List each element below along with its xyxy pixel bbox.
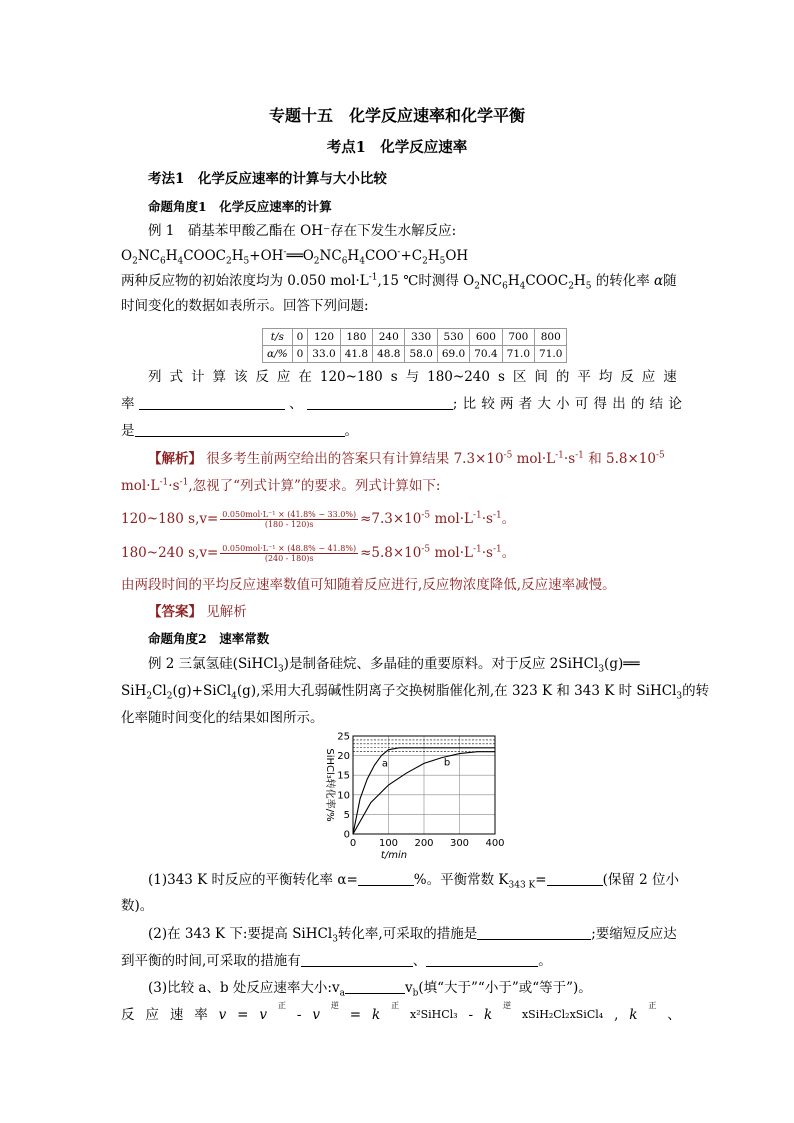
- x-tick-label: 300: [449, 838, 470, 849]
- method-heading: 考法1 化学反应速率的计算与大小比较: [148, 171, 387, 187]
- chart-y-ticks: [337, 732, 350, 841]
- x-tick-label: 200: [414, 838, 434, 849]
- table-cell: 800: [535, 329, 567, 346]
- x-tick-label: 400: [485, 838, 505, 849]
- x-tick-label: 100: [378, 838, 399, 849]
- ex1-question-line1: 列 式 计 算 该 反 应 在 120~180 s 与 180~240 s 区 间 的 平 均 反 应 速: [148, 369, 677, 385]
- page-title: 专题十五 化学反应速率和化学平衡: [268, 106, 525, 125]
- answer-blank-3[interactable]: [135, 422, 345, 437]
- answer-blank-measure-3[interactable]: [426, 952, 538, 967]
- table-cell: 33.0: [308, 346, 340, 363]
- chart-x-ticks: [350, 838, 505, 849]
- conversion-chart: [315, 730, 505, 860]
- chart-x-label: t/min: [380, 850, 408, 860]
- angle2-heading: 命题角度2 速率常数: [148, 631, 270, 646]
- answer-blank-measure[interactable]: [477, 925, 591, 940]
- ex2-line2: $SiH_2Cl_2(g)+SiCl_4(g)$,采用大孔弱碱性阴离子交换树脂催化剂,在 323 K 和 343 K 时 SiHCl$_3$的转: [121, 683, 710, 702]
- analysis-conclusion: 由两段时间的平均反应速率数值可知随着反应进行,反应物浓度降低,反应速率减慢。: [121, 577, 616, 593]
- y-tick-label: 25: [337, 731, 350, 743]
- y-tick-label: 10: [337, 790, 350, 802]
- x-tick-label: 0: [349, 838, 357, 849]
- table-cell: 41.8: [340, 346, 372, 363]
- chart-grid: [353, 736, 495, 834]
- chart-y-label: SiHCl₃转化率/%: [324, 748, 335, 822]
- table-cell: 240: [373, 329, 405, 346]
- angle1-heading: 命题角度1 化学反应速率的计算: [148, 199, 332, 214]
- analysis-line1: 【解析】 很多考生前两空给出的答案只有计算结果 $7.3\times 10^{-5}$ $mol\cdot L^{-1}\cdot s^{-1}$ 和 $5.8\times 10^{-5}$: [148, 450, 665, 467]
- table-cell: 71.0: [535, 346, 567, 363]
- ex1-conditions: 两种反应物的初始浓度均为 0.050 $mol\cdot L^{-1},15$ ℃时测得 $O_2NC_6H_4COOC_2H_5$ 的转化率 α随: [121, 272, 677, 292]
- answer-blank-1[interactable]: [139, 395, 285, 410]
- answer-blank-alpha[interactable]: [358, 871, 414, 886]
- ex1-data-table: [262, 328, 567, 363]
- table-row: [263, 329, 567, 346]
- answer-line: 【答案】 见解析: [148, 604, 247, 620]
- y-tick-label: 5: [343, 809, 350, 821]
- ex1-equation: $O_2NC_6H_4COOC_2H_5+OH^-══O_2NC_6H_4COO^-+C_2H_5OH$: [121, 247, 469, 267]
- y-tick-label: 20: [337, 751, 350, 763]
- table-cell: 70.4: [470, 346, 502, 363]
- analysis-line2: $mol\cdot L^{-1}\cdot s^{-1}$,忽视了“列式计算”的要求。列式计算如下:: [121, 477, 441, 494]
- ex2-q3-line2: 反 应 速 率 v = v 正 - v 逆 = k 正 x²SiHCl₃ - k 逆 xSiH₂Cl₂xSiCl₄ , k 正 、: [121, 1001, 681, 1023]
- answer-blank-measure-2[interactable]: [301, 952, 413, 967]
- calc-line-1: 120~180 s,v= $\frac{\text{0.050mol·L⁻¹ × (41.8\% − 33.0\%)}}{(180 - 120)s}$ $\approx 7.3\times 10^{-5}$ $mol\cdot L^{-1}\cdot s^{-1}$。: [121, 510, 516, 529]
- table-cell: 71.0: [502, 346, 534, 363]
- ex2-q2-line2: 到平衡的时间,可采取的措施有 、 。: [121, 953, 552, 969]
- ex2-q3-line1: (3)比较 a、b 处反应速率大小$:v_a$ $v_b$(填“大于”“小于”或“等于”)。: [148, 980, 592, 999]
- series-label-a: a: [381, 758, 389, 770]
- ex1-conditions-2: 时间变化的数据如表所示。回答下列问题:: [121, 298, 369, 314]
- table-cell: 58.0: [405, 346, 437, 363]
- table-cell: 530: [437, 329, 469, 346]
- y-tick-label: 0: [343, 829, 350, 841]
- table-cell: 69.0: [437, 346, 469, 363]
- table-cell: 48.8: [373, 346, 405, 363]
- table-cell: α/%: [263, 346, 293, 363]
- calc-line-2: 180~240 s,v= $\frac{\text{0.050mol·L⁻¹ × (48.8\% − 41.8\%)}}{(240 - 180)s}$ $\approx 5.8\times 10^{-5}$ $mol\cdot L^{-1}\cdot s^{-1}$。: [121, 544, 516, 563]
- table-cell: 180: [340, 329, 372, 346]
- table-cell: 0: [292, 346, 308, 363]
- ex2-q1-line2: 数)。: [121, 898, 154, 914]
- calc-fraction-1: $\frac{\text{0.050mol·L⁻¹ × (41.8\% − 33.0\%)}}{(180 - 120)s}$: [222, 510, 357, 529]
- ex2-q2-line1: (2)在 343 K 下:要提高 SiHCl$_3$转化率,可采取的措施是 ;要缩短反应达: [148, 926, 677, 945]
- ex2-line3: 化率随时间变化的结果如图所示。: [121, 710, 324, 726]
- ex2-line1: 例 2 三氯氢硅(SiHCl$_3$)是制备硅烷、多晶硅的重要原料。对于反应 2SiHCl$_3$(g)══: [148, 656, 640, 675]
- ex1-intro: 例 1 硝基苯甲酸乙酯在 OH⁻存在下发生水解反应:: [148, 223, 457, 239]
- answer-blank-compare[interactable]: [345, 979, 405, 994]
- y-tick-label: 15: [337, 770, 350, 782]
- answer-blank-2[interactable]: [307, 395, 453, 410]
- table-cell: 600: [470, 329, 502, 346]
- table-cell: 0: [292, 329, 308, 346]
- ex2-q1-line1: (1)343 K 时反应的平衡转化率 α= %。平衡常数 $K_{343 K}=$ (保留 2 位小: [148, 872, 680, 891]
- table-row: [263, 346, 567, 363]
- section-subtitle: 考点1 化学反应速率: [326, 139, 468, 156]
- table-cell: 120: [308, 329, 340, 346]
- table-cell: t/s: [263, 329, 293, 346]
- table-cell: 700: [502, 329, 534, 346]
- calc-fraction-2: $\frac{\text{0.050mol·L⁻¹ × (48.8\% − 41.8\%)}}{(240 - 180)s}$: [222, 544, 357, 563]
- ex1-question-line3: 是 。: [121, 423, 358, 439]
- answer-blank-k[interactable]: [547, 871, 603, 886]
- series-label-b: b: [443, 757, 451, 769]
- table-cell: 330: [405, 329, 437, 346]
- ex1-question-line2: 率 、 ;比较两者大小可得出的结论: [121, 396, 688, 412]
